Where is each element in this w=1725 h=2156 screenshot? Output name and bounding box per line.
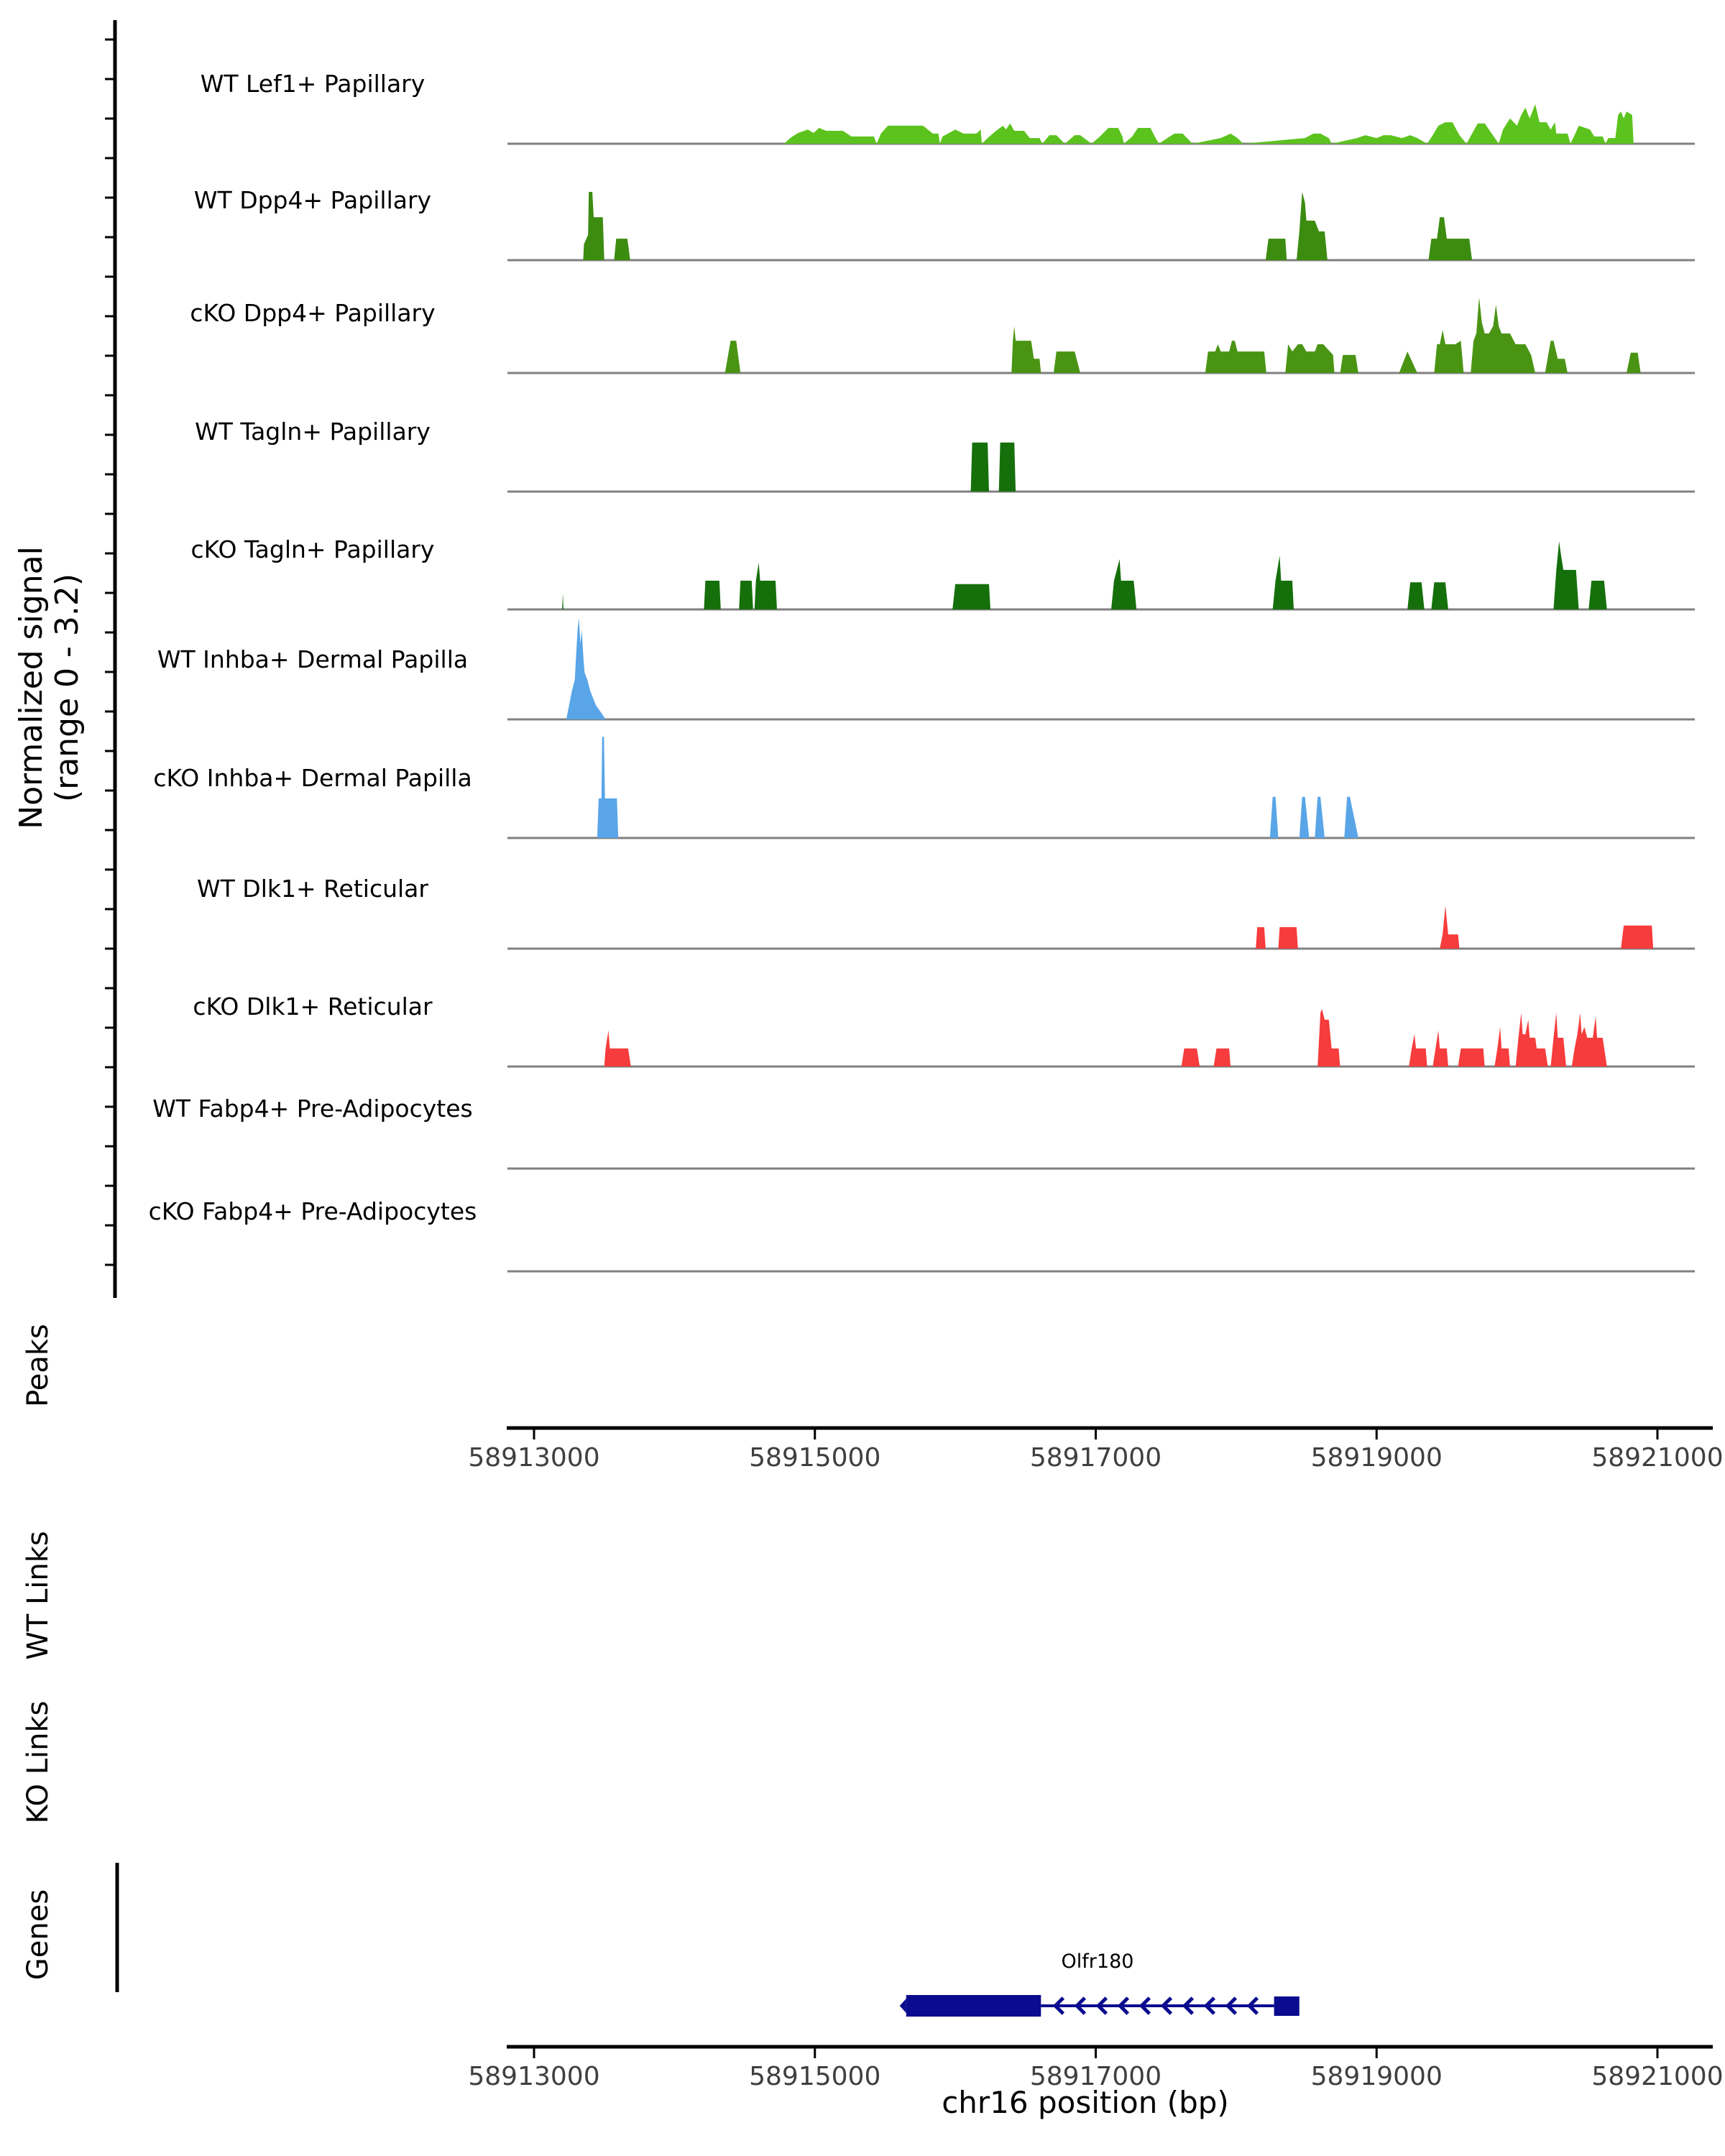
section-label-ko-links: KO Links	[22, 1700, 55, 1824]
axis-tick-label: 58913000	[468, 2062, 600, 2091]
track-label: cKO Fabp4+ Pre-Adipocytes	[148, 1197, 477, 1225]
y-axis-label-line2: (range 0 - 3.2)	[49, 573, 86, 803]
track-label: cKO Dpp4+ Papillary	[190, 299, 436, 327]
section-label-peaks: Peaks	[22, 1324, 55, 1407]
y-axis-label-line1: Normalized signal	[13, 546, 50, 829]
signal-area-track-8	[1256, 906, 1653, 949]
track-label: WT Tagln+ Papillary	[195, 418, 431, 446]
track-label: WT Dpp4+ Papillary	[193, 186, 432, 214]
gene-exon-large	[906, 1995, 1041, 2017]
gene-exon-small	[1274, 1996, 1300, 2016]
axis-tick-label: 58921000	[1591, 2062, 1724, 2091]
track-label: WT Fabp4+ Pre-Adipocytes	[152, 1095, 473, 1123]
axis-tick-label: 58915000	[749, 1443, 881, 1473]
signal-area-track-5	[562, 541, 1607, 609]
signal-area-track-4	[971, 443, 1016, 492]
track-label: WT Lef1+ Papillary	[200, 70, 426, 98]
signal-area-track-7	[597, 737, 1358, 838]
track-label: WT Inhba+ Dermal Papilla	[157, 645, 469, 673]
axis-tick-label: 58915000	[749, 2062, 881, 2091]
signal-area-track-3	[725, 298, 1641, 373]
gene-name-label: Olfr180	[1061, 1950, 1134, 1973]
track-label: WT Dlk1+ Reticular	[197, 875, 428, 903]
axis-tick-label: 58921000	[1591, 1443, 1724, 1473]
signal-area-track-2	[583, 192, 1472, 260]
axis-tick-label: 58919000	[1310, 1443, 1443, 1473]
track-label: cKO Dlk1+ Reticular	[193, 992, 433, 1021]
section-label-genes: Genes	[22, 1889, 55, 1981]
section-label-wt-links: WT Links	[22, 1531, 55, 1660]
axis-tick-label: 58917000	[1029, 1443, 1162, 1473]
track-label: cKO Inhba+ Dermal Papilla	[153, 764, 472, 792]
x-axis-title: chr16 position (bp)	[942, 2085, 1229, 2120]
axis-tick-label: 58917000	[1029, 2062, 1162, 2091]
track-label: cKO Tagln+ Papillary	[190, 535, 435, 563]
axis-tick-label: 58919000	[1310, 2062, 1443, 2091]
signal-area-track-6	[566, 618, 606, 719]
gene-left-cap	[900, 1999, 906, 2013]
signal-area-track-9	[604, 1009, 1607, 1067]
signal-area-track-1	[784, 104, 1634, 144]
axis-tick-label: 58913000	[468, 1443, 600, 1473]
